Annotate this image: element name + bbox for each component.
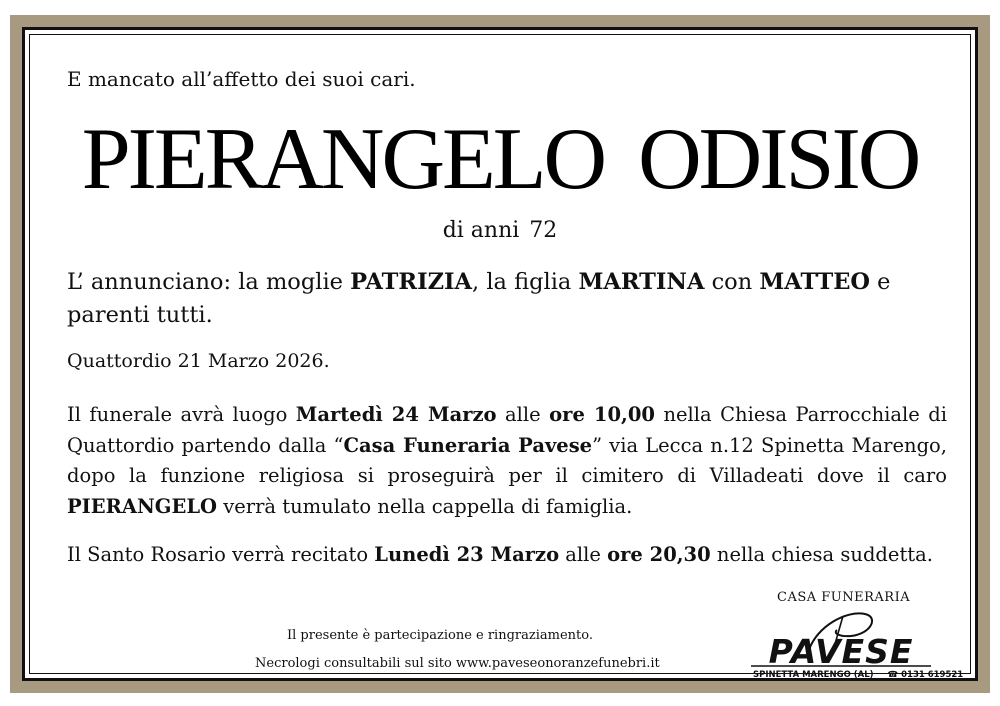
logo-wordmark: PAVESE [768, 632, 914, 671]
announce-text-1: L’ annunciano: la moglie [67, 269, 351, 295]
partner-name: MATTEO [759, 269, 870, 295]
funeral-house: Casa Funeraria Pavese [343, 433, 593, 457]
funeral-time: ore 10,00 [549, 403, 655, 426]
age-value: 72 [529, 218, 558, 243]
funeral-text-3: nella Chiesa Parrocchiale di Quattordio partendo dalla “ [67, 403, 947, 457]
age-label: di anni [442, 218, 520, 243]
announcement [67, 266, 947, 332]
funeral-text-5: verrà tumulato nella cappella di famiglia. [217, 494, 633, 518]
announce-text-3: con [704, 269, 760, 295]
intro-line: E mancato all’affetto dei suoi cari. [67, 67, 416, 91]
daughter-name: MARTINA [578, 269, 705, 295]
notice-frame [10, 15, 990, 693]
first-name: PIERANGELO [81, 111, 605, 208]
funeral-text-2: alle [496, 403, 550, 426]
announce-text-2: , la figlia [472, 269, 579, 295]
logo-location: SPINETTA MARENGO (AL) [753, 670, 874, 680]
thanks-line: Il presente è partecipazione e ringraziamento. [287, 628, 593, 643]
rosary-details [67, 543, 933, 566]
funeral-day: Martedì 24 Marzo [295, 403, 497, 426]
logo-phone: 0131 619521 [901, 670, 964, 680]
announce-text-4: e parenti tutti. [67, 269, 891, 328]
rosary-time: ore 20,30 [607, 543, 711, 566]
rosary-text-3: nella chiesa suddetta. [710, 543, 933, 566]
rosary-day: Lunedì 23 Marzo [374, 543, 560, 566]
date: 21 Marzo 2026. [177, 350, 330, 372]
last-name: ODISIO [638, 111, 919, 208]
funeral-details [67, 400, 947, 522]
phone-icon: ☎ [887, 670, 899, 680]
deceased-name [25, 111, 975, 208]
rosary-text-2: alle [559, 543, 608, 566]
wife-name: PATRIZIA [350, 269, 473, 295]
place: Quattordio [67, 350, 172, 372]
funeral-deceased-name: PIERANGELO [67, 494, 218, 518]
pavese-logo [747, 606, 964, 682]
website-line: Necrologi consultabili sul sito www.paveseonoranzefunebri.it [255, 656, 660, 671]
age-line [25, 218, 975, 243]
funeral-text-1: Il funerale avrà luogo [67, 403, 296, 426]
rosary-text-1: Il Santo Rosario verrà recitato [67, 543, 375, 566]
funeral-text-4: ” via Lecca n.12 Spinetta Marengo, dopo la funzione religiosa si proseguirà per il cimitero di Villadeati dove il caro [67, 433, 947, 487]
notice-card [22, 27, 978, 681]
place-date [67, 350, 330, 372]
funeral-home-caption: CASA FUNERARIA [777, 590, 911, 605]
logo-contact [753, 670, 964, 680]
